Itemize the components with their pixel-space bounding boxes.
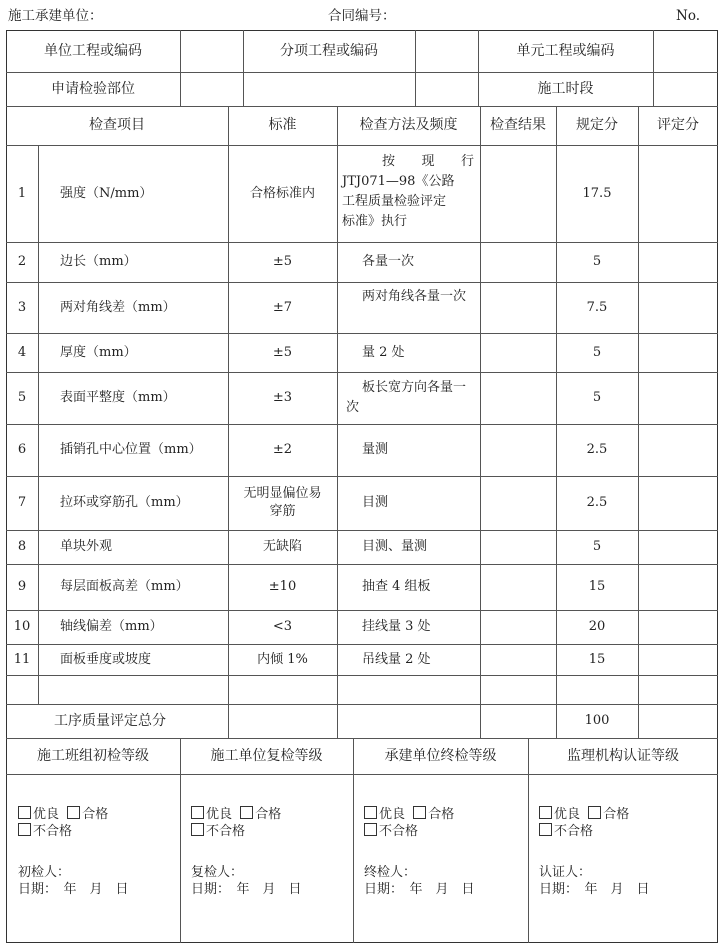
- checkbox[interactable]: [18, 806, 31, 819]
- row-item: 厚度（mm）: [60, 344, 137, 360]
- row-no: 5: [17, 390, 27, 406]
- row-standard: ±5: [272, 344, 293, 360]
- checkbox[interactable]: [364, 806, 377, 819]
- row-item: 轴线偏差（mm）: [60, 619, 163, 635]
- method-word: 行: [460, 154, 474, 169]
- row-standard: <3: [272, 619, 293, 635]
- inspector-label: 复检人：: [191, 865, 244, 880]
- row-item: 强度（N/mm）: [60, 185, 153, 201]
- row-standard: ±2: [272, 442, 293, 458]
- checkbox[interactable]: [364, 823, 377, 836]
- row-no: 9: [17, 579, 27, 595]
- row-no: 4: [17, 344, 27, 360]
- col-rating: 评定分: [657, 117, 699, 134]
- row-item: 表面平整度（mm）: [60, 390, 176, 406]
- date-label: 日期： 年 月 日: [364, 882, 475, 897]
- total-label: 工序质量评定总分: [54, 712, 166, 729]
- row-score: 5: [592, 344, 602, 360]
- checkbox[interactable]: [539, 823, 552, 836]
- level-title: 承建单位终检等级: [384, 747, 497, 764]
- row-no: 11: [13, 651, 31, 667]
- row-standard: 内倾 1%: [257, 651, 308, 667]
- row-item: 边长（mm）: [60, 254, 137, 270]
- row-standard: 无缺陷: [262, 539, 302, 555]
- checkbox[interactable]: [539, 806, 552, 819]
- row-item: 面板垂度或坡度: [60, 651, 152, 667]
- inspector-label: 终检人：: [364, 865, 417, 880]
- contractor-label: 施工承建单位：: [8, 8, 103, 24]
- row-method: 两对角线各量一次: [362, 289, 467, 304]
- row-score: 17.5: [582, 185, 612, 201]
- col-method: 检查方法及频度: [359, 117, 458, 134]
- row-standard: 合格标准内: [249, 185, 315, 201]
- row-method: 抽查 4 组板: [362, 579, 431, 595]
- row-score: 7.5: [586, 299, 608, 315]
- level-block-1: 优良 合格 不合格 初检人： 日期： 年 月 日: [18, 806, 178, 898]
- col-standard: 标准: [268, 117, 297, 134]
- col-score: 规定分: [576, 117, 618, 134]
- row-standard: 无明显偏位易穿筋: [243, 486, 322, 519]
- checkbox[interactable]: [588, 806, 601, 819]
- row-method: 目测: [362, 495, 389, 511]
- row-score: 15: [588, 651, 606, 667]
- row-method: 板长宽方向各量一次: [346, 380, 467, 415]
- row-no: 6: [17, 442, 27, 458]
- date-label: 日期： 年 月 日: [18, 882, 129, 897]
- row-standard: ±7: [272, 299, 293, 315]
- col-result: 检查结果: [490, 117, 546, 134]
- method-word: 按: [382, 154, 396, 169]
- inspector-label: 认证人：: [539, 865, 592, 880]
- date-label: 日期： 年 月 日: [539, 882, 650, 897]
- unit-project-label: 单位工程或编码: [44, 42, 142, 59]
- row-no: 10: [13, 619, 31, 635]
- row-no: 8: [17, 539, 27, 555]
- row-item: 两对角线差（mm）: [60, 299, 176, 315]
- row-item: 拉环或穿筋孔（mm）: [60, 495, 189, 511]
- row-method: 各量一次: [362, 254, 415, 270]
- level-title: 施工班组初检等级: [37, 747, 149, 764]
- checkbox[interactable]: [413, 806, 426, 819]
- row-item: 每层面板高差（mm）: [60, 579, 189, 595]
- construction-period-label: 施工时段: [537, 80, 594, 97]
- level-block-3: 优良 合格 不合格 终检人： 日期： 年 月 日: [364, 806, 524, 898]
- row-score: 2.5: [586, 495, 608, 511]
- date-label: 日期： 年 月 日: [191, 882, 302, 897]
- col-item: 检查项目: [89, 117, 145, 134]
- row-score: 5: [592, 539, 602, 555]
- row-no: 1: [17, 185, 27, 201]
- row-method: 量测: [362, 442, 389, 458]
- row-score: 5: [592, 390, 602, 406]
- level-title: 监理机构认证等级: [567, 747, 679, 764]
- row-no: 3: [17, 299, 27, 315]
- checkbox[interactable]: [191, 823, 204, 836]
- row-method: 量 2 处: [362, 344, 405, 360]
- inspector-label: 初检人：: [18, 865, 71, 880]
- row-item: 单块外观: [60, 539, 113, 555]
- level-block-4: 优良 合格 不合格 认证人： 日期： 年 月 日: [539, 806, 709, 898]
- checkbox[interactable]: [240, 806, 253, 819]
- checkbox[interactable]: [67, 806, 80, 819]
- element-project-label: 单元工程或编码: [516, 42, 615, 59]
- no-label: No.: [676, 8, 700, 24]
- sub-project-label: 分项工程或编码: [280, 42, 378, 59]
- total-score: 100: [584, 713, 610, 729]
- row-score: 5: [592, 254, 602, 270]
- row-standard: ±5: [272, 254, 293, 270]
- checkbox[interactable]: [191, 806, 204, 819]
- row-method: 目测、量测: [362, 539, 428, 555]
- row-standard: ±10: [268, 579, 297, 595]
- row-no: 7: [17, 495, 27, 511]
- level-title: 施工单位复检等级: [210, 747, 323, 764]
- row-standard: ±3: [272, 390, 293, 406]
- row-method: 吊线量 2 处: [362, 651, 431, 667]
- level-block-2: 优良 合格 不合格 复检人： 日期： 年 月 日: [191, 806, 351, 898]
- checkbox[interactable]: [18, 823, 31, 836]
- row-method: 按 现 行 JTJ071—98《公路 工程质量检验评定 标准》执行: [342, 154, 474, 229]
- row-score: 20: [588, 619, 606, 635]
- row-no: 2: [17, 254, 27, 270]
- row-item: 插销孔中心位置（mm）: [60, 442, 202, 458]
- row-score: 2.5: [586, 442, 608, 458]
- row-method: 挂线量 3 处: [362, 619, 431, 635]
- contract-number-label: 合同编号：: [328, 8, 396, 24]
- method-word: 现: [421, 154, 435, 169]
- inspection-part-label: 申请检验部位: [51, 80, 135, 97]
- row-score: 15: [588, 579, 606, 595]
